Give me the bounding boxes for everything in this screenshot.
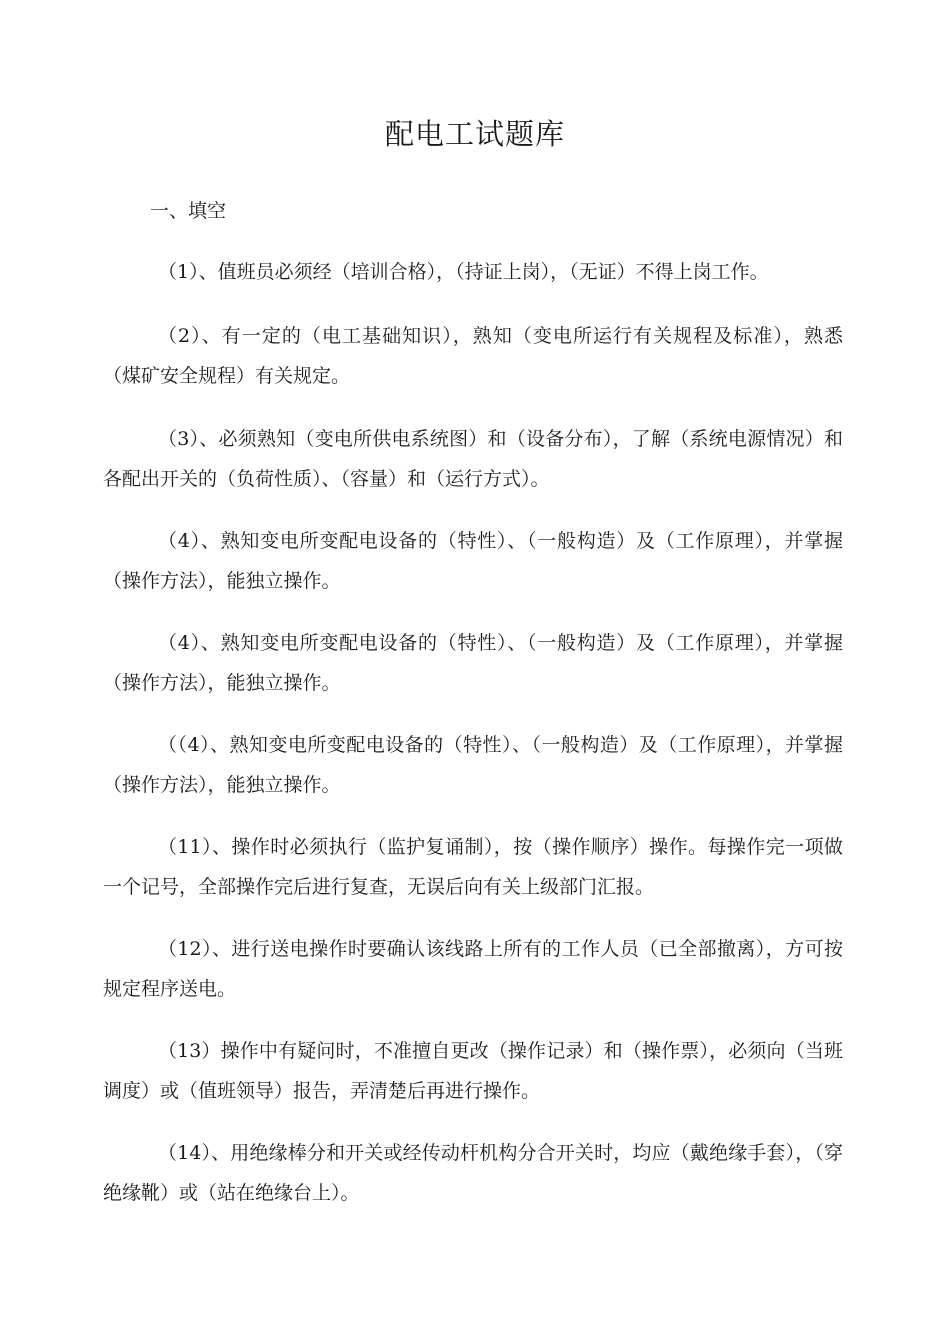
question-paragraph: （（4）、熟知变电所变配电设备的（特性）、（一般构造）及（工作原理），并掌握（操作方法），能独立操作。	[103, 734, 843, 796]
question-paragraph: （4）、熟知变电所变配电设备的（特性）、（一般构造）及（工作原理），并掌握（操作方法），能独立操作。	[103, 632, 843, 694]
question-paragraph: （11）、操作时必须执行（监护复诵制），按（操作顺序）操作。每操作完一项做一个记号，全部操作完后进行复查，无误后向有关上级部门汇报。	[103, 836, 843, 898]
question-paragraph: （2）、有一定的（电工基础知识），熟知（变电所运行有关规程及标准），熟悉（煤矿安全规程）有关规定。	[103, 325, 843, 387]
question-paragraph: （13）操作中有疑问时，不准擅自更改（操作记录）和（操作票），必须向（当班调度）或（值班领导）报告，弄清楚后再进行操作。	[103, 1040, 843, 1102]
question-paragraph: （14）、用绝缘棒分和开关或经传动杆机构分合开关时，均应（戴绝缘手套），（穿绝缘靴）或（站在绝缘台上）。	[103, 1142, 843, 1204]
section-heading: 一、填空	[150, 200, 227, 222]
question-paragraph: （4）、熟知变电所变配电设备的（特性）、（一般构造）及（工作原理），并掌握（操作方法），能独立操作。	[103, 530, 843, 592]
question-paragraph: （12）、进行送电操作时要确认该线路上所有的工作人员（已全部撤离），方可按规定程序送电。	[103, 938, 843, 1000]
question-paragraph: （1）、值班员必须经（培训合格），（持证上岗），（无证）不得上岗工作。	[158, 261, 769, 283]
question-paragraph: （3）、必须熟知（变电所供电系统图）和（设备分布），了解（系统电源情况）和各配出开关的（负荷性质）、（容量）和（运行方式）。	[103, 428, 843, 490]
document-title: 配电工试题库	[384, 117, 565, 151]
